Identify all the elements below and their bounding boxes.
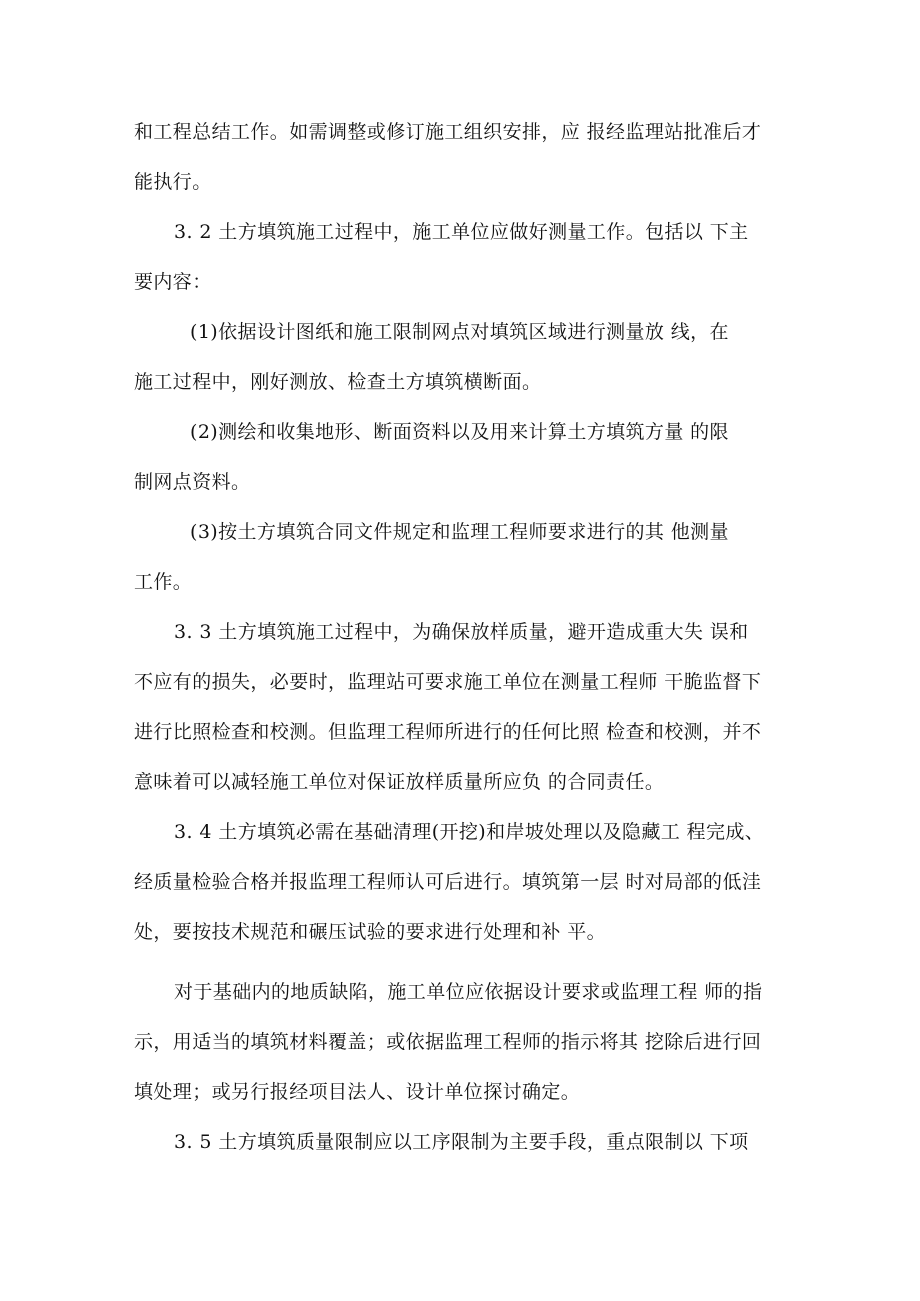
item-1-line-1: (1)依据设计图纸和施工限制网点对填筑区域进行测量放 线，在	[190, 321, 729, 343]
section-3-3-line-3: 进行比照检查和校测。但监理工程师所进行的任何比照 检查和校测，并不	[134, 721, 762, 743]
section-3-3-line-4: 意味着可以减轻施工单位对保证放样质量所应负 的合同责任。	[134, 771, 665, 793]
paragraph-geology-line-2: 示，用适当的填筑材料覆盖；或依据监理工程师的指示将其 挖除后进行回	[134, 1031, 762, 1053]
section-3-4-line-1: 3. 4 土方填筑必需在基础清理(开挖)和岸坡处理以及隐藏工 程完成、	[174, 821, 765, 843]
section-3-3-line-2: 不应有的损失，必要时，监理站可要求施工单位在测量工程师 干脆监督下	[134, 671, 762, 693]
item-3-line-1: (3)按土方填筑合同文件规定和监理工程师要求进行的其 他测量	[190, 521, 729, 543]
section-3-2-line-2: 要内容：	[134, 271, 212, 293]
section-3-4-line-2: 经质量检验合格并报监理工程师认可后进行。填筑第一层 时对局部的低洼	[134, 871, 762, 893]
section-3-2-line-1: 3. 2 土方填筑施工过程中，施工单位应做好测量工作。包括以 下主	[174, 221, 749, 243]
section-3-4-line-3: 处，要按技术规范和碾压试验的要求进行处理和补 平。	[134, 921, 607, 943]
item-2-line-2: 制网点资料。	[134, 471, 251, 493]
paragraph-geology-line-1: 对于基础内的地质缺陷，施工单位应依据设计要求或监理工程 师的指	[174, 981, 763, 1003]
text-line-1: 和工程总结工作。如需调整或修订施工组织安排，应 报经监理站批准后才	[134, 121, 762, 143]
text-line-2: 能执行。	[134, 171, 212, 193]
item-3-line-2: 工作。	[134, 571, 193, 593]
paragraph-geology-line-3: 填处理；或另行报经项目法人、设计单位探讨确定。	[134, 1081, 581, 1103]
section-3-3-line-1: 3. 3 土方填筑施工过程中，为确保放样质量，避开造成重大失 误和	[174, 621, 749, 643]
item-2-line-1: (2)测绘和收集地形、断面资料以及用来计算土方填筑方量 的限	[190, 421, 729, 443]
section-3-5-line-1: 3. 5 土方填筑质量限制应以工序限制为主要手段，重点限制以 下项	[174, 1131, 749, 1153]
item-1-line-2: 施工过程中，刚好测放、检查土方填筑横断面。	[134, 371, 542, 393]
